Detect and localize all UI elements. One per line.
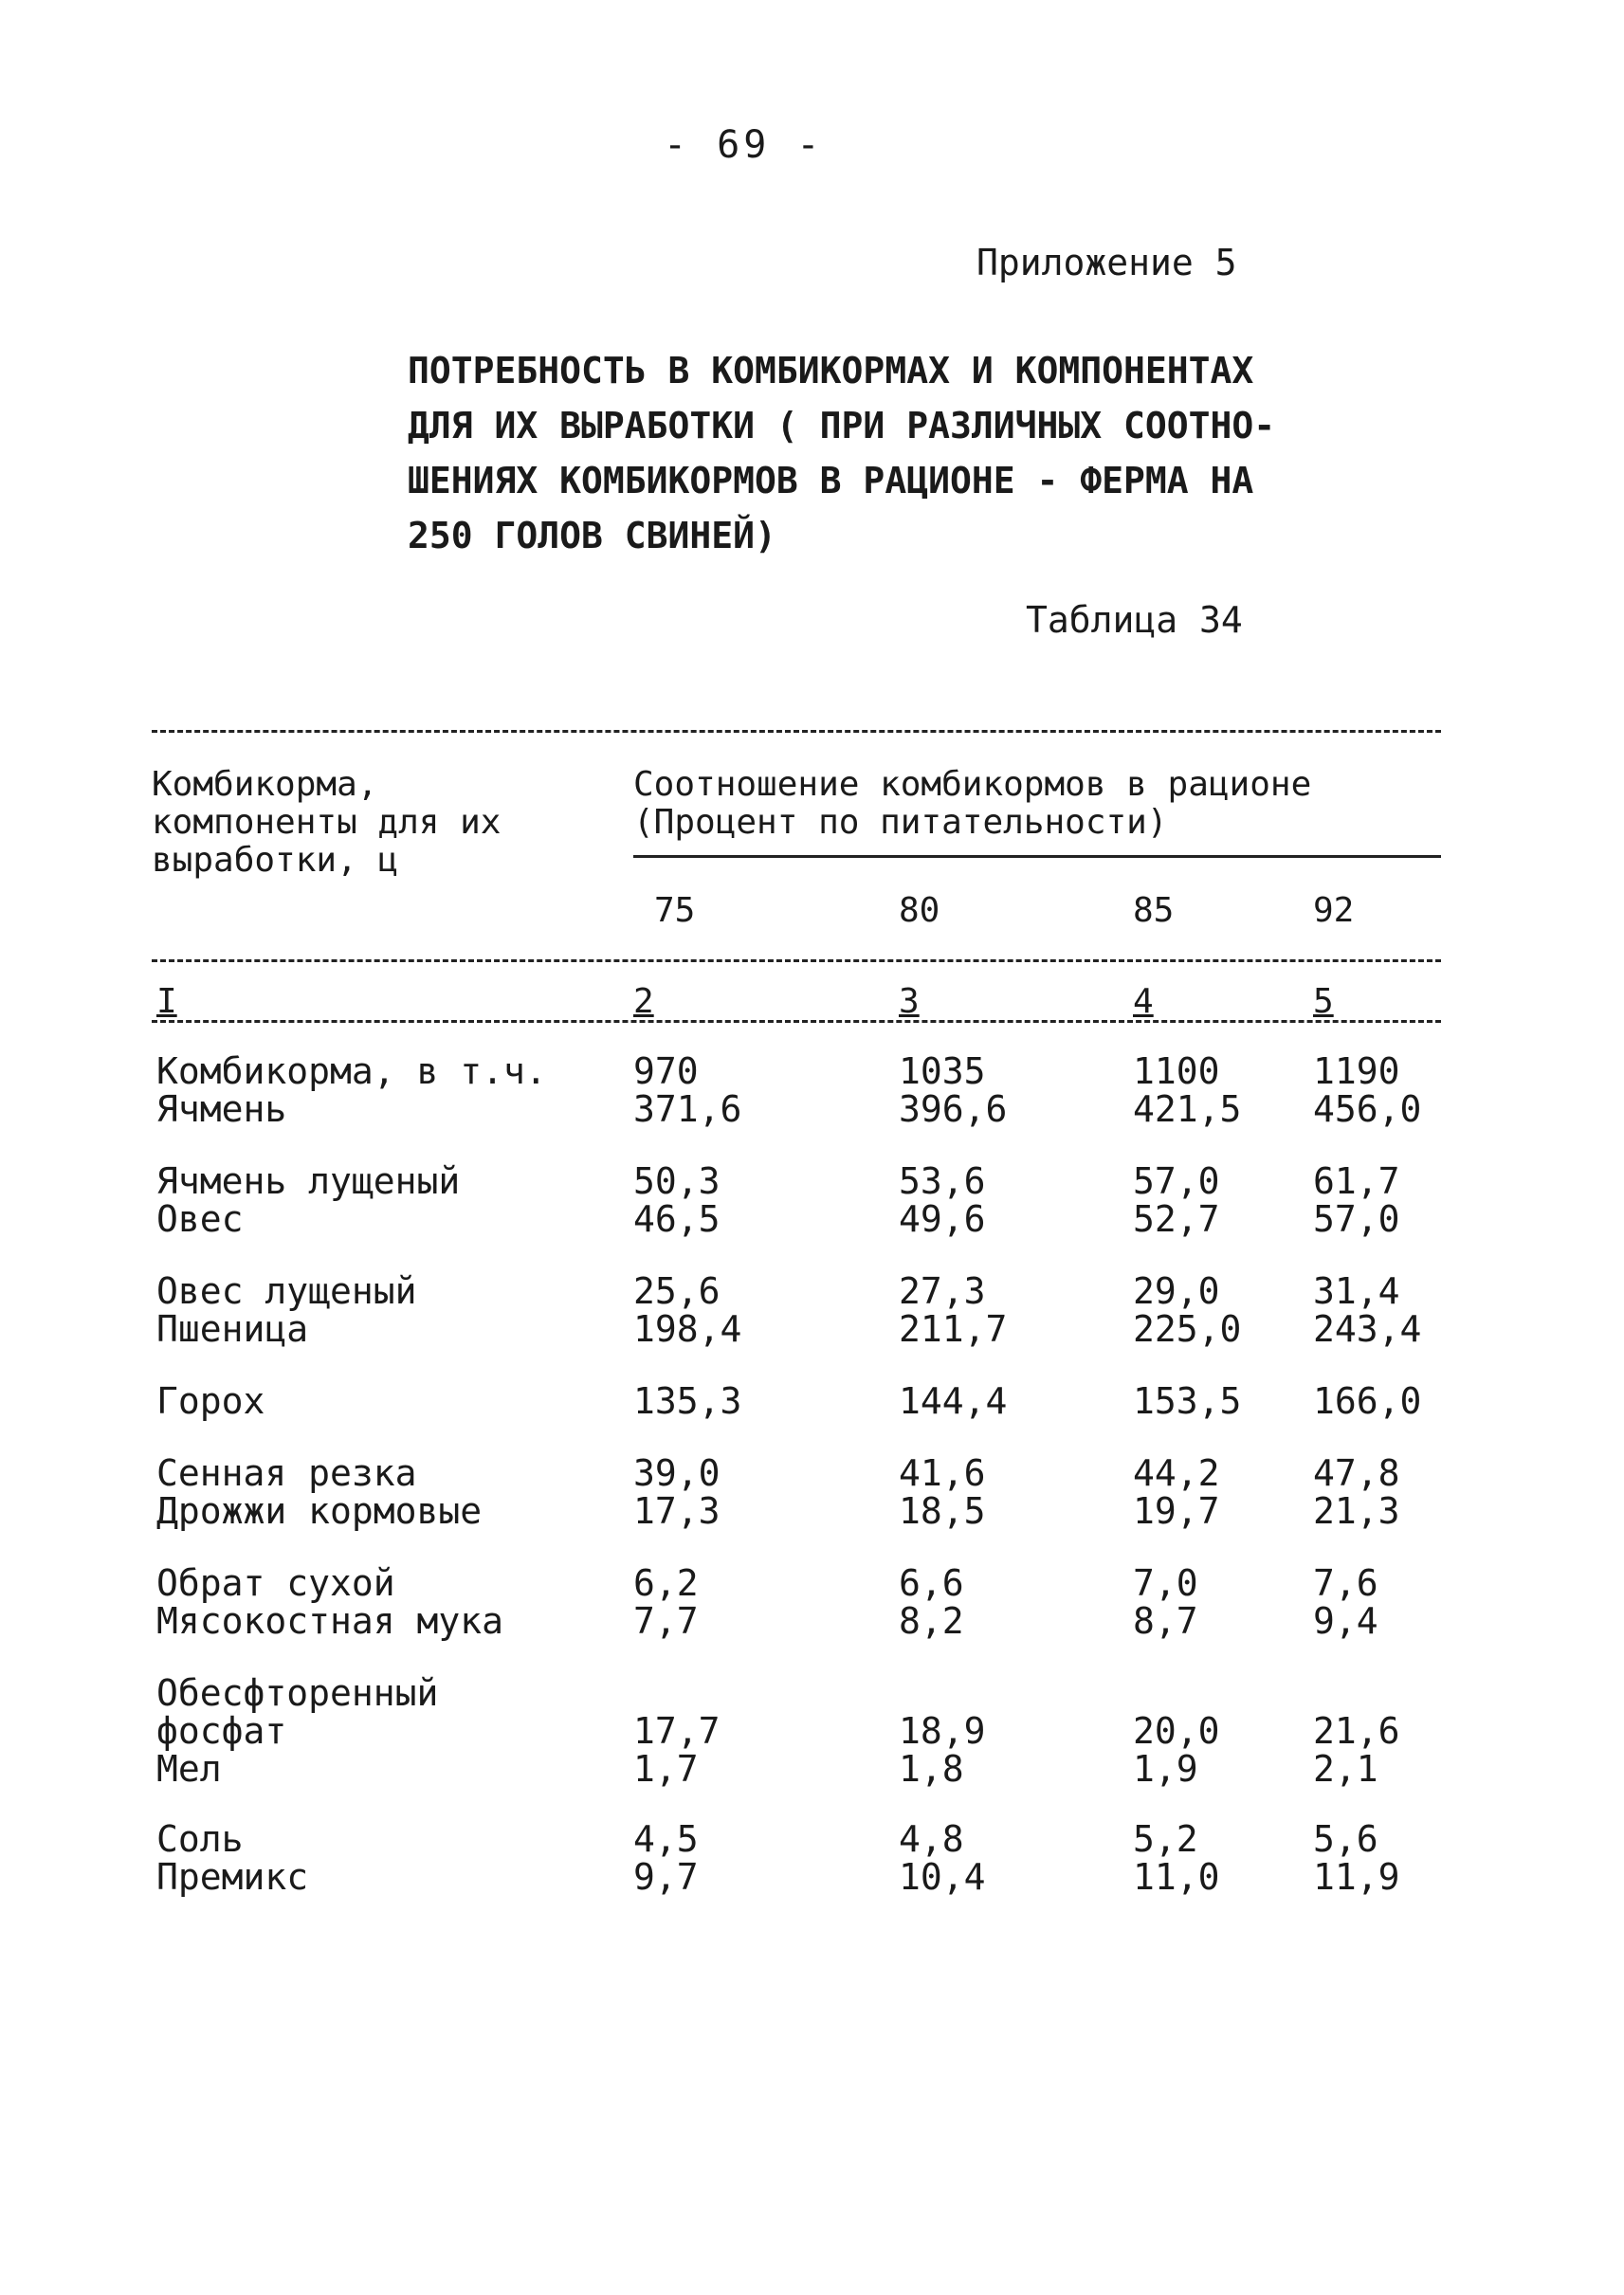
value-line: 396,6 xyxy=(899,1088,1008,1130)
row-label-line: Ячмень лущеный xyxy=(156,1160,461,1202)
value-line xyxy=(1313,1674,1400,1712)
table-label: Таблица 34 xyxy=(1026,599,1243,641)
value-line: 5,2 xyxy=(1133,1818,1198,1860)
index-cell-1: I xyxy=(156,982,177,1021)
value-line: 2,1 xyxy=(1313,1748,1378,1790)
value-line: 144,4 xyxy=(899,1380,1008,1422)
document-title: ПОТРЕБНОСТЬ В КОМБИКОРМАХ И КОМПОНЕНТАХ ДЛЯ ИХ ВЫРАБОТКИ ( ПРИ РАЗЛИЧНЫХ СООТНО- ШЕНИЯХ КОМБИКОРМОВ В РАЦИОНЕ - ФЕРМА НА 250 ГОЛОВ СВИНЕЙ) xyxy=(408,350,1276,556)
value-line: 970 xyxy=(633,1050,699,1092)
value-cell xyxy=(633,1272,741,1348)
value-line: 11,0 xyxy=(1133,1856,1220,1898)
row-label xyxy=(156,1820,308,1896)
row-label-line: Обрат сухой xyxy=(156,1562,395,1604)
group-header-line-2: (Процент по питательности) xyxy=(633,803,1168,842)
value-line: 44,2 xyxy=(1133,1452,1220,1494)
value-cell xyxy=(633,1382,741,1420)
value-line: 243,4 xyxy=(1313,1308,1422,1350)
value-line: 6,2 xyxy=(633,1562,699,1604)
value-line: 53,6 xyxy=(899,1160,986,1202)
value-line: 211,7 xyxy=(899,1308,1008,1350)
value-cell xyxy=(633,1674,721,1788)
value-line: 17,3 xyxy=(633,1490,721,1532)
row-label xyxy=(156,1564,503,1640)
value-cell xyxy=(633,1454,721,1530)
value-line: 20,0 xyxy=(1133,1710,1220,1752)
row-label xyxy=(156,1272,417,1348)
value-line: 153,5 xyxy=(1133,1380,1242,1422)
value-line: 135,3 xyxy=(633,1380,742,1422)
value-line: 41,6 xyxy=(899,1452,986,1494)
value-line xyxy=(633,1674,721,1712)
row-label xyxy=(156,1674,438,1788)
group-header-rule xyxy=(633,855,1441,858)
value-line: 7,6 xyxy=(1313,1562,1378,1604)
value-line: 57,0 xyxy=(1133,1160,1220,1202)
value-line: 46,5 xyxy=(633,1198,721,1240)
value-cell xyxy=(633,1162,721,1238)
value-line: 5,6 xyxy=(1313,1818,1378,1860)
column-header-85: 85 xyxy=(1133,891,1175,930)
index-row-rule xyxy=(152,1020,1441,1023)
value-line: 225,0 xyxy=(1133,1308,1242,1350)
value-line: 1190 xyxy=(1313,1050,1400,1092)
value-cell xyxy=(899,1454,986,1530)
value-line: 456,0 xyxy=(1313,1088,1422,1130)
appendix-label: Приложение 5 xyxy=(976,242,1237,283)
header-bottom-rule xyxy=(152,959,1441,962)
row-label-line: Овес xyxy=(156,1198,244,1240)
value-cell xyxy=(1133,1564,1198,1640)
value-cell xyxy=(1313,1162,1400,1238)
value-line: 1100 xyxy=(1133,1050,1220,1092)
value-line: 8,7 xyxy=(1133,1600,1198,1642)
value-line: 198,4 xyxy=(633,1308,742,1350)
value-line: 11,9 xyxy=(1313,1856,1400,1898)
column-header-92: 92 xyxy=(1313,891,1355,930)
value-line: 1035 xyxy=(899,1050,986,1092)
row-label-line: Пшеница xyxy=(156,1308,309,1350)
row-label-line: Комбикорма, в т.ч. xyxy=(156,1050,547,1092)
value-cell xyxy=(1313,1674,1400,1788)
value-cell xyxy=(1133,1162,1220,1238)
row-label-line: Соль xyxy=(156,1818,244,1860)
index-cell-4: 4 xyxy=(1133,982,1154,1021)
value-cell xyxy=(633,1564,699,1640)
row-label-line: фосфат xyxy=(156,1710,287,1752)
value-cell xyxy=(633,1052,741,1128)
value-cell xyxy=(1133,1454,1220,1530)
value-line: 31,4 xyxy=(1313,1270,1400,1312)
value-cell xyxy=(899,1162,986,1238)
page-number: - 69 - xyxy=(664,123,824,167)
value-line: 8,2 xyxy=(899,1600,964,1642)
value-line: 17,7 xyxy=(633,1710,721,1752)
value-line: 27,3 xyxy=(899,1270,986,1312)
value-line: 421,5 xyxy=(1133,1088,1242,1130)
row-label xyxy=(156,1382,265,1420)
value-cell xyxy=(899,1052,1007,1128)
value-cell xyxy=(1133,1272,1241,1348)
value-line: 10,4 xyxy=(899,1856,986,1898)
value-line: 25,6 xyxy=(633,1270,721,1312)
column-header-80: 80 xyxy=(899,891,940,930)
value-cell xyxy=(1133,1820,1220,1896)
value-cell xyxy=(1133,1674,1220,1788)
index-cell-5: 5 xyxy=(1313,982,1334,1021)
value-cell xyxy=(899,1382,1007,1420)
value-line: 61,7 xyxy=(1313,1160,1400,1202)
value-cell xyxy=(899,1272,1007,1348)
row-label-line: Дрожжи кормовые xyxy=(156,1490,483,1532)
row-label-line: Премикс xyxy=(156,1856,309,1898)
value-cell xyxy=(1133,1052,1241,1128)
row-label-line: Сенная резка xyxy=(156,1452,417,1494)
value-cell xyxy=(1313,1454,1400,1530)
value-line: 4,8 xyxy=(899,1818,964,1860)
index-cell-2: 2 xyxy=(633,982,654,1021)
value-line: 57,0 xyxy=(1313,1198,1400,1240)
value-line: 9,7 xyxy=(633,1856,699,1898)
value-line: 18,9 xyxy=(899,1710,986,1752)
table-top-rule xyxy=(152,730,1441,733)
row-label xyxy=(156,1052,547,1128)
value-line: 1,9 xyxy=(1133,1748,1198,1790)
value-line: 50,3 xyxy=(633,1160,721,1202)
group-header-line-1: Соотношение комбикормов в рационе xyxy=(633,765,1312,804)
row-label xyxy=(156,1454,482,1530)
value-line: 39,0 xyxy=(633,1452,721,1494)
value-line: 9,4 xyxy=(1313,1600,1378,1642)
row-label-line: Мел xyxy=(156,1748,222,1790)
value-line: 47,8 xyxy=(1313,1452,1400,1494)
value-cell xyxy=(1313,1052,1421,1128)
value-line: 7,7 xyxy=(633,1600,699,1642)
value-line: 21,3 xyxy=(1313,1490,1400,1532)
value-line: 6,6 xyxy=(899,1562,964,1604)
value-line xyxy=(1133,1674,1220,1712)
column-header-75: 75 xyxy=(654,891,696,930)
value-cell xyxy=(899,1564,964,1640)
row-label-line: Горох xyxy=(156,1380,265,1422)
value-cell xyxy=(899,1674,986,1788)
value-cell xyxy=(633,1820,699,1896)
value-line: 371,6 xyxy=(633,1088,742,1130)
value-line: 1,8 xyxy=(899,1748,964,1790)
value-line: 7,0 xyxy=(1133,1562,1198,1604)
value-cell xyxy=(1313,1382,1421,1420)
value-line: 166,0 xyxy=(1313,1380,1422,1422)
value-line xyxy=(899,1674,986,1712)
value-line: 29,0 xyxy=(1133,1270,1220,1312)
value-cell xyxy=(1313,1564,1378,1640)
index-cell-3: 3 xyxy=(899,982,920,1021)
group-header xyxy=(633,766,1311,842)
value-line: 4,5 xyxy=(633,1818,699,1860)
value-line: 18,5 xyxy=(899,1490,986,1532)
value-line: 21,6 xyxy=(1313,1710,1400,1752)
value-line: 19,7 xyxy=(1133,1490,1220,1532)
row-label-line: Овес лущеный xyxy=(156,1270,417,1312)
stub-header: Комбикорма, компоненты для их выработки, ц xyxy=(152,765,502,880)
value-cell xyxy=(1313,1272,1421,1348)
value-cell xyxy=(1313,1820,1400,1896)
value-line: 49,6 xyxy=(899,1198,986,1240)
value-line: 52,7 xyxy=(1133,1198,1220,1240)
value-cell xyxy=(1133,1382,1241,1420)
value-line: 1,7 xyxy=(633,1748,699,1790)
row-label-line: Обесфторенный xyxy=(156,1672,439,1714)
row-label-line: Мясокостная мука xyxy=(156,1600,504,1642)
row-label xyxy=(156,1162,460,1238)
row-label-line: Ячмень xyxy=(156,1088,287,1130)
value-cell xyxy=(899,1820,986,1896)
